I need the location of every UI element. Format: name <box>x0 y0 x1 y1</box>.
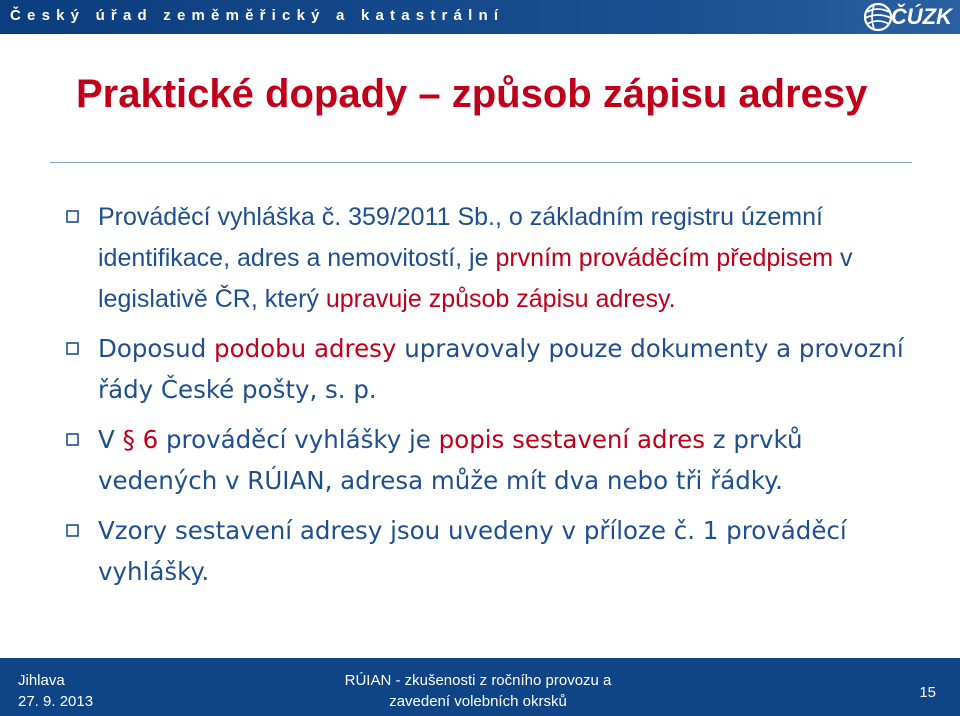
footer-event-line2: zavedení volebních okrsků <box>389 693 567 710</box>
slide-title: Praktické dopady – způsob zápisu adresy <box>76 72 868 116</box>
org-name: Český úřad zeměměřický a katastrální <box>10 7 505 24</box>
bullet-text <box>98 203 853 313</box>
square-bullet-icon <box>66 342 79 355</box>
bullet-highlight: podobu adresy <box>214 334 397 363</box>
bullet-highlight: popis sestavení adres <box>438 425 705 454</box>
bullet-item <box>62 198 922 321</box>
bullet-text <box>98 334 904 404</box>
footer-event-line1: RÚIAN - zkušenosti z ročního provozu a <box>344 672 612 689</box>
bullet-segment: z prvků vedených v RÚIAN, adresa může mít dva nebo tři řádky. <box>98 425 803 495</box>
square-bullet-icon <box>66 433 79 446</box>
bullet-list <box>62 198 922 603</box>
bullet-segment: Prováděcí vyhláška č. 359/2011 Sb. <box>98 203 495 231</box>
title-divider <box>50 162 912 163</box>
logo-text: ČÚZK <box>890 4 952 29</box>
footer-left <box>18 670 93 712</box>
cuzk-logo <box>850 0 960 34</box>
square-bullet-icon <box>66 524 79 537</box>
bullet-text <box>98 425 803 495</box>
square-bullet-icon <box>66 210 79 223</box>
bullet-segment: upravovaly pouze dokumenty a provozní řády České pošty, s. p. <box>98 334 904 404</box>
bullet-item <box>62 512 922 594</box>
bullet-segment: , o základním registru územní identifikace, adres a nemovitostí, je <box>98 203 823 272</box>
header-bar <box>0 0 960 34</box>
bullet-segment: Doposud <box>98 334 215 363</box>
globe-icon <box>861 0 895 34</box>
footer-event <box>268 670 688 712</box>
bullet-highlight: upravuje způsob zápisu adresy. <box>325 285 676 313</box>
bullet-segment: v legislativě ČR, který <box>98 244 853 313</box>
bullet-item <box>62 330 922 412</box>
bullet-segment: V <box>98 425 123 454</box>
bullet-segment: Vzory sestavení adresy jsou uvedeny v příloze č. 1 prováděcí vyhlášky. <box>98 516 847 586</box>
bullet-item <box>62 421 922 503</box>
bullet-segment: prováděcí vyhlášky je <box>158 425 439 454</box>
bullet-highlight: § 6 <box>122 425 159 454</box>
footer-location: Jihlava <box>18 672 65 689</box>
footer-date: 27. 9. 2013 <box>18 693 94 710</box>
bullet-highlight: prvním prováděcím předpisem <box>495 244 834 272</box>
bullet-text <box>98 516 847 586</box>
footer-bar <box>0 658 960 716</box>
page-number: 15 <box>919 684 936 701</box>
